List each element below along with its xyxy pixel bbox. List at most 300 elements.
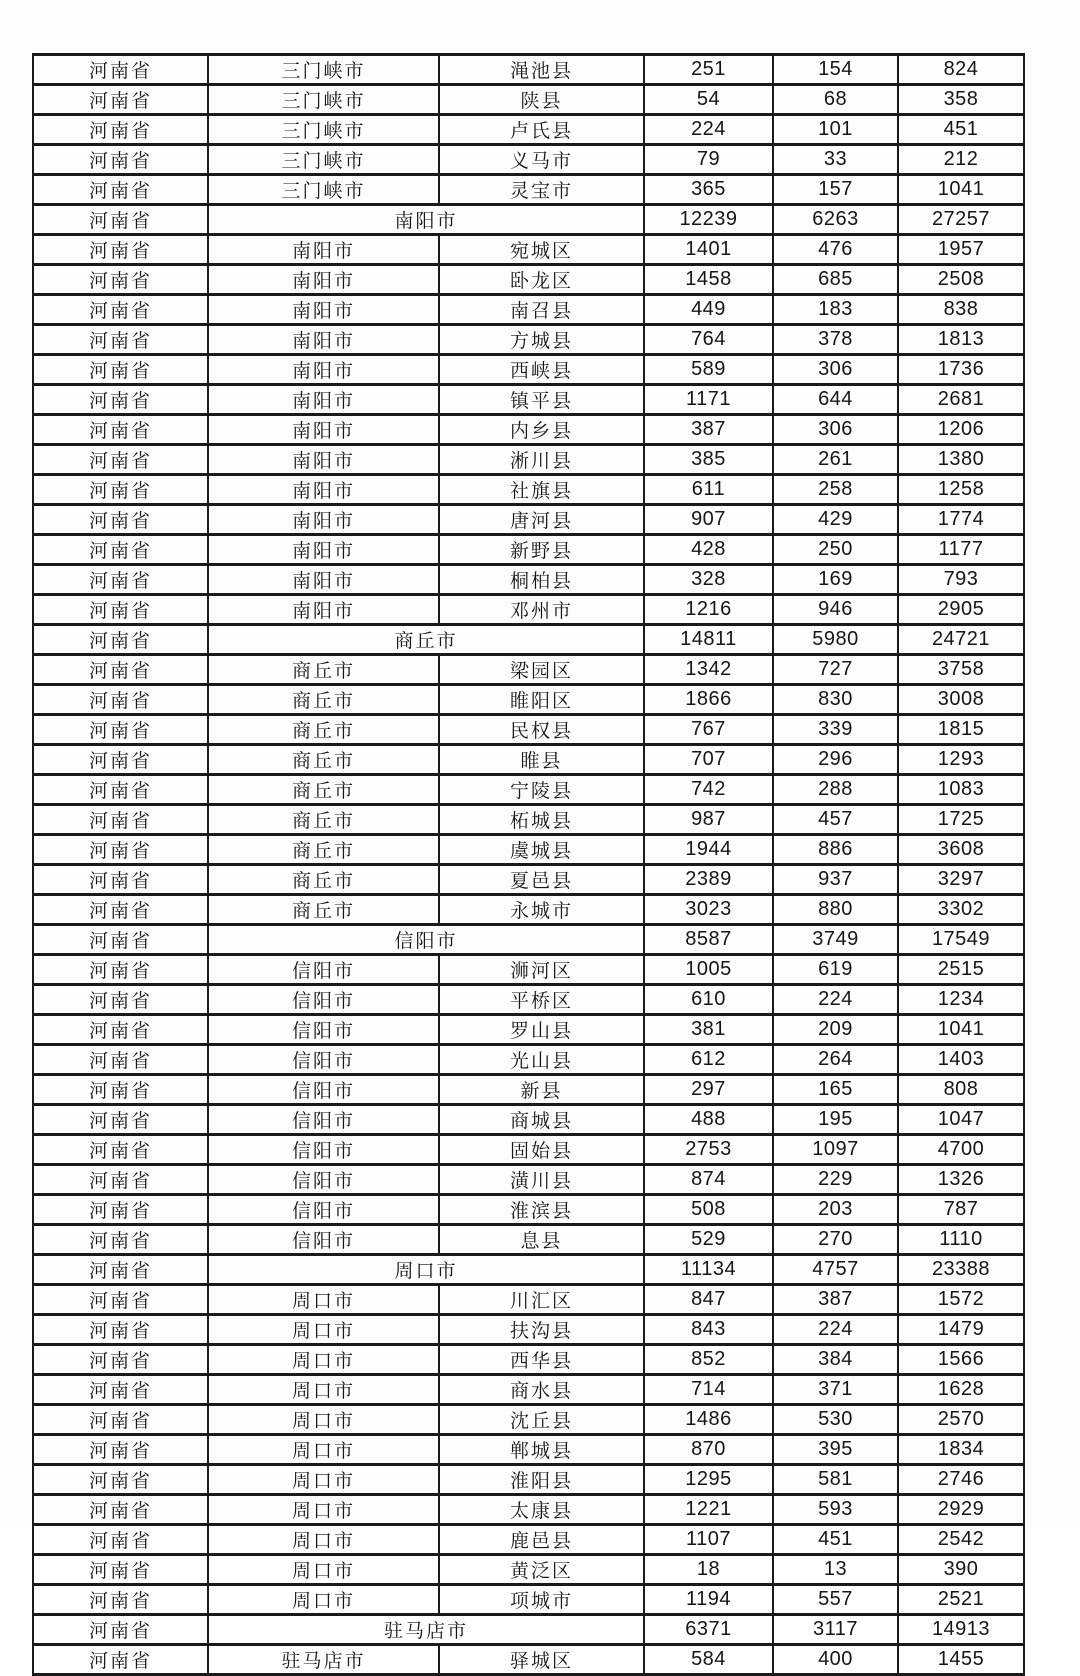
value-cell: 2521 (898, 1585, 1024, 1615)
value-cell: 27257 (898, 205, 1024, 235)
city-cell: 周口市 (208, 1345, 439, 1375)
value-cell: 429 (773, 505, 898, 535)
value-cell: 529 (644, 1225, 773, 1255)
county-cell: 镇平县 (439, 385, 644, 415)
value-cell: 3297 (898, 865, 1024, 895)
city-cell: 南阳市 (208, 295, 439, 325)
value-cell: 1572 (898, 1285, 1024, 1315)
value-cell: 264 (773, 1045, 898, 1075)
county-cell: 扶沟县 (439, 1315, 644, 1345)
county-cell: 新县 (439, 1075, 644, 1105)
county-cell: 方城县 (439, 325, 644, 355)
city-total-row (33, 625, 1024, 655)
value-cell: 306 (773, 415, 898, 445)
value-cell: 258 (773, 475, 898, 505)
province-cell: 河南省 (33, 1465, 208, 1495)
value-cell: 3302 (898, 895, 1024, 925)
county-cell: 固始县 (439, 1135, 644, 1165)
table-row (33, 1645, 1024, 1675)
table-row (33, 1285, 1024, 1315)
statistics-table (32, 53, 1025, 1676)
table-row (33, 655, 1024, 685)
table-row (33, 835, 1024, 865)
value-cell: 3608 (898, 835, 1024, 865)
value-cell: 787 (898, 1195, 1024, 1225)
value-cell: 400 (773, 1645, 898, 1675)
county-cell: 西华县 (439, 1345, 644, 1375)
value-cell: 154 (773, 55, 898, 85)
province-cell: 河南省 (33, 1585, 208, 1615)
value-cell: 378 (773, 325, 898, 355)
county-cell: 平桥区 (439, 985, 644, 1015)
table-row (33, 475, 1024, 505)
city-cell: 周口市 (208, 1375, 439, 1405)
table-row (33, 1495, 1024, 1525)
table-row (33, 1015, 1024, 1045)
value-cell: 14811 (644, 625, 773, 655)
province-cell: 河南省 (33, 775, 208, 805)
province-cell: 河南省 (33, 1285, 208, 1315)
province-cell: 河南省 (33, 595, 208, 625)
province-cell: 河南省 (33, 745, 208, 775)
value-cell: 886 (773, 835, 898, 865)
city-cell: 周口市 (208, 1315, 439, 1345)
city-cell: 南阳市 (208, 595, 439, 625)
city-cell: 南阳市 (208, 505, 439, 535)
province-cell: 河南省 (33, 175, 208, 205)
province-cell: 河南省 (33, 325, 208, 355)
value-cell: 18 (644, 1555, 773, 1585)
province-cell: 河南省 (33, 1645, 208, 1675)
value-cell: 1107 (644, 1525, 773, 1555)
table-row (33, 55, 1024, 85)
city-cell: 周口市 (208, 1585, 439, 1615)
county-cell: 桐柏县 (439, 565, 644, 595)
city-cell: 周口市 (208, 1465, 439, 1495)
county-cell: 灵宝市 (439, 175, 644, 205)
value-cell: 530 (773, 1405, 898, 1435)
city-total-cell: 驻马店市 (208, 1615, 644, 1645)
province-cell: 河南省 (33, 235, 208, 265)
value-cell: 611 (644, 475, 773, 505)
city-total-cell: 信阳市 (208, 925, 644, 955)
province-cell: 河南省 (33, 145, 208, 175)
city-cell: 信阳市 (208, 1015, 439, 1045)
city-cell: 信阳市 (208, 1135, 439, 1165)
value-cell: 385 (644, 445, 773, 475)
table-row (33, 145, 1024, 175)
value-cell: 224 (773, 985, 898, 1015)
city-cell: 南阳市 (208, 475, 439, 505)
value-cell: 1041 (898, 1015, 1024, 1045)
value-cell: 2515 (898, 955, 1024, 985)
value-cell: 3008 (898, 685, 1024, 715)
value-cell: 1047 (898, 1105, 1024, 1135)
table-row (33, 1135, 1024, 1165)
value-cell: 1736 (898, 355, 1024, 385)
table-row (33, 595, 1024, 625)
city-cell: 南阳市 (208, 235, 439, 265)
county-cell: 梁园区 (439, 655, 644, 685)
county-cell: 南召县 (439, 295, 644, 325)
value-cell: 1295 (644, 1465, 773, 1495)
province-cell: 河南省 (33, 925, 208, 955)
value-cell: 79 (644, 145, 773, 175)
province-cell: 河南省 (33, 1225, 208, 1255)
city-total-row (33, 205, 1024, 235)
table-row (33, 685, 1024, 715)
value-cell: 2542 (898, 1525, 1024, 1555)
city-cell: 南阳市 (208, 565, 439, 595)
value-cell: 6371 (644, 1615, 773, 1645)
table-row (33, 715, 1024, 745)
table-row (33, 535, 1024, 565)
table-row (33, 235, 1024, 265)
value-cell: 1171 (644, 385, 773, 415)
value-cell: 1194 (644, 1585, 773, 1615)
city-cell: 三门峡市 (208, 175, 439, 205)
value-cell: 5980 (773, 625, 898, 655)
table-row (33, 1195, 1024, 1225)
value-cell: 165 (773, 1075, 898, 1105)
county-cell: 潢川县 (439, 1165, 644, 1195)
value-cell: 987 (644, 805, 773, 835)
city-cell: 驻马店市 (208, 1645, 439, 1675)
city-cell: 周口市 (208, 1555, 439, 1585)
city-cell: 周口市 (208, 1285, 439, 1315)
value-cell: 1216 (644, 595, 773, 625)
value-cell: 203 (773, 1195, 898, 1225)
province-cell: 河南省 (33, 1555, 208, 1585)
value-cell: 1326 (898, 1165, 1024, 1195)
value-cell: 581 (773, 1465, 898, 1495)
table-row (33, 1045, 1024, 1075)
county-cell: 新野县 (439, 535, 644, 565)
province-cell: 河南省 (33, 1405, 208, 1435)
value-cell: 451 (773, 1525, 898, 1555)
value-cell: 212 (898, 145, 1024, 175)
value-cell: 1813 (898, 325, 1024, 355)
value-cell: 296 (773, 745, 898, 775)
value-cell: 68 (773, 85, 898, 115)
county-cell: 商水县 (439, 1375, 644, 1405)
value-cell: 707 (644, 745, 773, 775)
province-cell: 河南省 (33, 685, 208, 715)
table-row (33, 1345, 1024, 1375)
value-cell: 808 (898, 1075, 1024, 1105)
city-cell: 商丘市 (208, 715, 439, 745)
province-cell: 河南省 (33, 1435, 208, 1465)
value-cell: 157 (773, 175, 898, 205)
value-cell: 3758 (898, 655, 1024, 685)
value-cell: 449 (644, 295, 773, 325)
city-cell: 商丘市 (208, 805, 439, 835)
table-row (33, 505, 1024, 535)
value-cell: 1479 (898, 1315, 1024, 1345)
table-row (33, 445, 1024, 475)
province-cell: 河南省 (33, 1165, 208, 1195)
value-cell: 1403 (898, 1045, 1024, 1075)
value-cell: 2746 (898, 1465, 1024, 1495)
table-row (33, 85, 1024, 115)
value-cell: 457 (773, 805, 898, 835)
table-row (33, 1435, 1024, 1465)
value-cell: 488 (644, 1105, 773, 1135)
table-row (33, 355, 1024, 385)
province-cell: 河南省 (33, 1525, 208, 1555)
value-cell: 306 (773, 355, 898, 385)
table-row (33, 1225, 1024, 1255)
county-cell: 虞城县 (439, 835, 644, 865)
county-cell: 社旗县 (439, 475, 644, 505)
value-cell: 387 (644, 415, 773, 445)
table-row (33, 1555, 1024, 1585)
city-cell: 周口市 (208, 1405, 439, 1435)
city-cell: 信阳市 (208, 1045, 439, 1075)
value-cell: 593 (773, 1495, 898, 1525)
county-cell: 浉河区 (439, 955, 644, 985)
county-cell: 罗山县 (439, 1015, 644, 1045)
province-cell: 河南省 (33, 385, 208, 415)
value-cell: 328 (644, 565, 773, 595)
table-row (33, 1405, 1024, 1435)
county-cell: 郸城县 (439, 1435, 644, 1465)
province-cell: 河南省 (33, 985, 208, 1015)
county-cell: 宛城区 (439, 235, 644, 265)
value-cell: 3749 (773, 925, 898, 955)
table-row (33, 565, 1024, 595)
value-cell: 1380 (898, 445, 1024, 475)
value-cell: 2753 (644, 1135, 773, 1165)
value-cell: 1177 (898, 535, 1024, 565)
value-cell: 183 (773, 295, 898, 325)
city-cell: 南阳市 (208, 415, 439, 445)
city-total-cell: 周口市 (208, 1255, 644, 1285)
value-cell: 2905 (898, 595, 1024, 625)
city-cell: 南阳市 (208, 325, 439, 355)
city-cell: 周口市 (208, 1495, 439, 1525)
province-cell: 河南省 (33, 655, 208, 685)
city-cell: 商丘市 (208, 685, 439, 715)
value-cell: 428 (644, 535, 773, 565)
city-total-row (33, 1255, 1024, 1285)
value-cell: 1005 (644, 955, 773, 985)
city-total-cell: 南阳市 (208, 205, 644, 235)
province-cell: 河南省 (33, 445, 208, 475)
value-cell: 195 (773, 1105, 898, 1135)
county-cell: 川汇区 (439, 1285, 644, 1315)
value-cell: 371 (773, 1375, 898, 1405)
value-cell: 1234 (898, 985, 1024, 1015)
value-cell: 23388 (898, 1255, 1024, 1285)
city-cell: 南阳市 (208, 535, 439, 565)
value-cell: 24721 (898, 625, 1024, 655)
value-cell: 101 (773, 115, 898, 145)
table-row (33, 1075, 1024, 1105)
county-cell: 内乡县 (439, 415, 644, 445)
value-cell: 838 (898, 295, 1024, 325)
table-row (33, 415, 1024, 445)
table-row (33, 265, 1024, 295)
city-cell: 三门峡市 (208, 145, 439, 175)
county-cell: 黄泛区 (439, 1555, 644, 1585)
value-cell: 251 (644, 55, 773, 85)
table-row (33, 1375, 1024, 1405)
value-cell: 2929 (898, 1495, 1024, 1525)
province-cell: 河南省 (33, 625, 208, 655)
county-cell: 淮阳县 (439, 1465, 644, 1495)
value-cell: 209 (773, 1015, 898, 1045)
table-row (33, 1315, 1024, 1345)
value-cell: 1342 (644, 655, 773, 685)
value-cell: 557 (773, 1585, 898, 1615)
table-row (33, 175, 1024, 205)
value-cell: 395 (773, 1435, 898, 1465)
province-cell: 河南省 (33, 205, 208, 235)
county-cell: 永城市 (439, 895, 644, 925)
province-cell: 河南省 (33, 1375, 208, 1405)
county-cell: 西峡县 (439, 355, 644, 385)
value-cell: 381 (644, 1015, 773, 1045)
value-cell: 451 (898, 115, 1024, 145)
value-cell: 1944 (644, 835, 773, 865)
value-cell: 8587 (644, 925, 773, 955)
county-cell: 柘城县 (439, 805, 644, 835)
city-cell: 南阳市 (208, 355, 439, 385)
table-row (33, 1105, 1024, 1135)
county-cell: 光山县 (439, 1045, 644, 1075)
value-cell: 843 (644, 1315, 773, 1345)
value-cell: 830 (773, 685, 898, 715)
value-cell: 1455 (898, 1645, 1024, 1675)
table-row (33, 985, 1024, 1015)
table-row (33, 1165, 1024, 1195)
province-cell: 河南省 (33, 1105, 208, 1135)
table-row (33, 1525, 1024, 1555)
value-cell: 169 (773, 565, 898, 595)
city-cell: 商丘市 (208, 775, 439, 805)
province-cell: 河南省 (33, 535, 208, 565)
value-cell: 742 (644, 775, 773, 805)
county-cell: 陕县 (439, 85, 644, 115)
county-cell: 唐河县 (439, 505, 644, 535)
province-cell: 河南省 (33, 1015, 208, 1045)
value-cell: 2570 (898, 1405, 1024, 1435)
county-cell: 民权县 (439, 715, 644, 745)
value-cell: 852 (644, 1345, 773, 1375)
city-cell: 商丘市 (208, 835, 439, 865)
city-total-cell: 商丘市 (208, 625, 644, 655)
table-row (33, 115, 1024, 145)
value-cell: 764 (644, 325, 773, 355)
province-cell: 河南省 (33, 1495, 208, 1525)
county-cell: 商城县 (439, 1105, 644, 1135)
value-cell: 3023 (644, 895, 773, 925)
value-cell: 1293 (898, 745, 1024, 775)
province-cell: 河南省 (33, 1345, 208, 1375)
province-cell: 河南省 (33, 1195, 208, 1225)
value-cell: 1725 (898, 805, 1024, 835)
table-row (33, 895, 1024, 925)
table-row (33, 385, 1024, 415)
table-row (33, 805, 1024, 835)
value-cell: 610 (644, 985, 773, 1015)
county-cell: 卢氏县 (439, 115, 644, 145)
province-cell: 河南省 (33, 115, 208, 145)
value-cell: 880 (773, 895, 898, 925)
province-cell: 河南省 (33, 565, 208, 595)
city-cell: 信阳市 (208, 1225, 439, 1255)
value-cell: 584 (644, 1645, 773, 1675)
city-cell: 商丘市 (208, 895, 439, 925)
table-row (33, 1585, 1024, 1615)
value-cell: 54 (644, 85, 773, 115)
province-cell: 河南省 (33, 715, 208, 745)
county-cell: 淅川县 (439, 445, 644, 475)
value-cell: 387 (773, 1285, 898, 1315)
value-cell: 1083 (898, 775, 1024, 805)
county-cell: 鹿邑县 (439, 1525, 644, 1555)
table-row (33, 865, 1024, 895)
value-cell: 1041 (898, 175, 1024, 205)
city-cell: 三门峡市 (208, 115, 439, 145)
county-cell: 驿城区 (439, 1645, 644, 1675)
city-cell: 南阳市 (208, 385, 439, 415)
value-cell: 1097 (773, 1135, 898, 1165)
table-row (33, 775, 1024, 805)
value-cell: 1566 (898, 1345, 1024, 1375)
table-row (33, 325, 1024, 355)
province-cell: 河南省 (33, 1315, 208, 1345)
value-cell: 589 (644, 355, 773, 385)
county-cell: 邓州市 (439, 595, 644, 625)
value-cell: 2508 (898, 265, 1024, 295)
value-cell: 619 (773, 955, 898, 985)
value-cell: 2681 (898, 385, 1024, 415)
city-cell: 商丘市 (208, 655, 439, 685)
value-cell: 3117 (773, 1615, 898, 1645)
city-cell: 南阳市 (208, 445, 439, 475)
value-cell: 767 (644, 715, 773, 745)
city-cell: 商丘市 (208, 745, 439, 775)
table-row (33, 745, 1024, 775)
province-cell: 河南省 (33, 355, 208, 385)
value-cell: 793 (898, 565, 1024, 595)
value-cell: 612 (644, 1045, 773, 1075)
value-cell: 297 (644, 1075, 773, 1105)
province-cell: 河南省 (33, 475, 208, 505)
value-cell: 4757 (773, 1255, 898, 1285)
province-cell: 河南省 (33, 865, 208, 895)
value-cell: 288 (773, 775, 898, 805)
value-cell: 1221 (644, 1495, 773, 1525)
value-cell: 14913 (898, 1615, 1024, 1645)
city-cell: 信阳市 (208, 1075, 439, 1105)
value-cell: 937 (773, 865, 898, 895)
value-cell: 1486 (644, 1405, 773, 1435)
province-cell: 河南省 (33, 1045, 208, 1075)
city-cell: 三门峡市 (208, 55, 439, 85)
city-cell: 信阳市 (208, 985, 439, 1015)
province-cell: 河南省 (33, 295, 208, 325)
value-cell: 224 (773, 1315, 898, 1345)
county-cell: 夏邑县 (439, 865, 644, 895)
province-cell: 河南省 (33, 505, 208, 535)
province-cell: 河南省 (33, 415, 208, 445)
table-row (33, 1465, 1024, 1495)
province-cell: 河南省 (33, 835, 208, 865)
value-cell: 224 (644, 115, 773, 145)
